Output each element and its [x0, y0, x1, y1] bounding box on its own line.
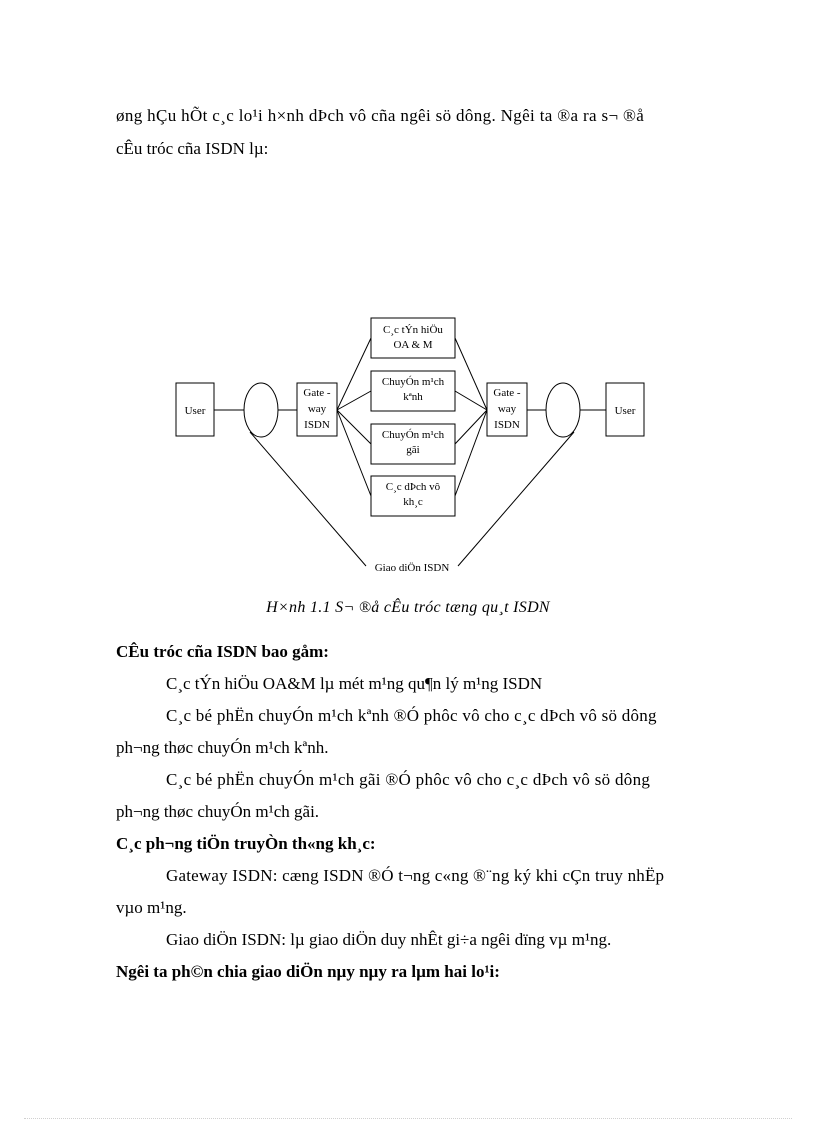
user-label-right: User — [614, 405, 636, 417]
figure-caption: H×nh 1.1 S¬ ®å cÊu tróc tæng qu¸t ISDN — [266, 599, 550, 616]
packet-label-line-1: ChuyÓn m¹ch — [381, 429, 445, 441]
structure-item-oam: C¸c tÝn hiÖu OA&M lµ mét m¹ng qu¶n lý m¹ng ISDN — [166, 674, 543, 693]
isdn-structure-diagram — [170, 314, 650, 580]
gateway-left-line-1: Gate - — [303, 387, 331, 399]
oam-label-line-2: OA & M — [393, 339, 433, 351]
other-media-gateway-l1: Gateway ISDN: cæng ISDN ®Ó t¬ng c«ng ®¨ng ký khi cÇn truy nhËp — [166, 866, 665, 885]
interface-ellipse-left — [244, 383, 278, 437]
other-media-interface: Giao diÖn ISDN: lµ giao diÖn duy nhÊt gi÷a ngêi dïng vµ m¹ng. — [166, 930, 612, 949]
structure-item-circuit-l1: C¸c bé phËn chuyÓn m¹ch kªnh ®Ó phôc vô cho c¸c dÞch vô sö dông — [166, 706, 657, 725]
intro-line-1: øng hÇu hÕt c¸c lo¹i h×nh dÞch vô cña ngêi sö dông. Ngêi ta ®a ra s¬ ®å — [116, 106, 645, 125]
section-heading-structure: CÊu tróc cña ISDN bao gåm: — [116, 642, 329, 661]
gateway-right-line-3: ISDN — [494, 419, 520, 431]
page-bottom-rule — [24, 1118, 792, 1119]
gateway-right-line-2: way — [497, 403, 517, 415]
user-label-left: User — [184, 405, 206, 417]
gateway-left-line-3: ISDN — [304, 419, 330, 431]
other-media-gateway-l2: vµo m¹ng. — [116, 898, 187, 917]
oam-label-line-1: C¸c tÝn hiÖu — [383, 324, 443, 336]
section-heading-other-media: C¸c ph¬ng tiÖn truyÒn th«ng kh¸c: — [116, 834, 376, 853]
interface-ellipse-right — [546, 383, 580, 437]
other-label-line-1: C¸c dÞch vô — [385, 481, 441, 493]
structure-item-packet-l2: ph¬ng thøc chuyÓn m¹ch gãi. — [116, 802, 320, 821]
structure-item-circuit-l2: ph¬ng thøc chuyÓn m¹ch kªnh. — [116, 738, 329, 757]
gateway-right-line-1: Gate - — [493, 387, 521, 399]
intro-line-2: cÊu tróc cña ISDN lµ: — [116, 139, 269, 158]
packet-label-line-2: gãi — [406, 444, 420, 456]
circuit-label-line-2: kªnh — [403, 391, 423, 403]
gateway-left-line-2: way — [307, 403, 327, 415]
other-label-line-2: kh¸c — [403, 496, 423, 508]
structure-item-packet-l1: C¸c bé phËn chuyÓn m¹ch gãi ®Ó phôc vô cho c¸c dÞch vô sö dông — [166, 770, 651, 789]
interface-label: Giao diÖn ISDN — [374, 562, 450, 574]
circuit-label-line-1: ChuyÓn m¹ch — [381, 376, 445, 388]
closing-line: Ngêi ta ph©n chia giao diÖn nµy nµy ra lµm hai lo¹i: — [116, 962, 500, 981]
